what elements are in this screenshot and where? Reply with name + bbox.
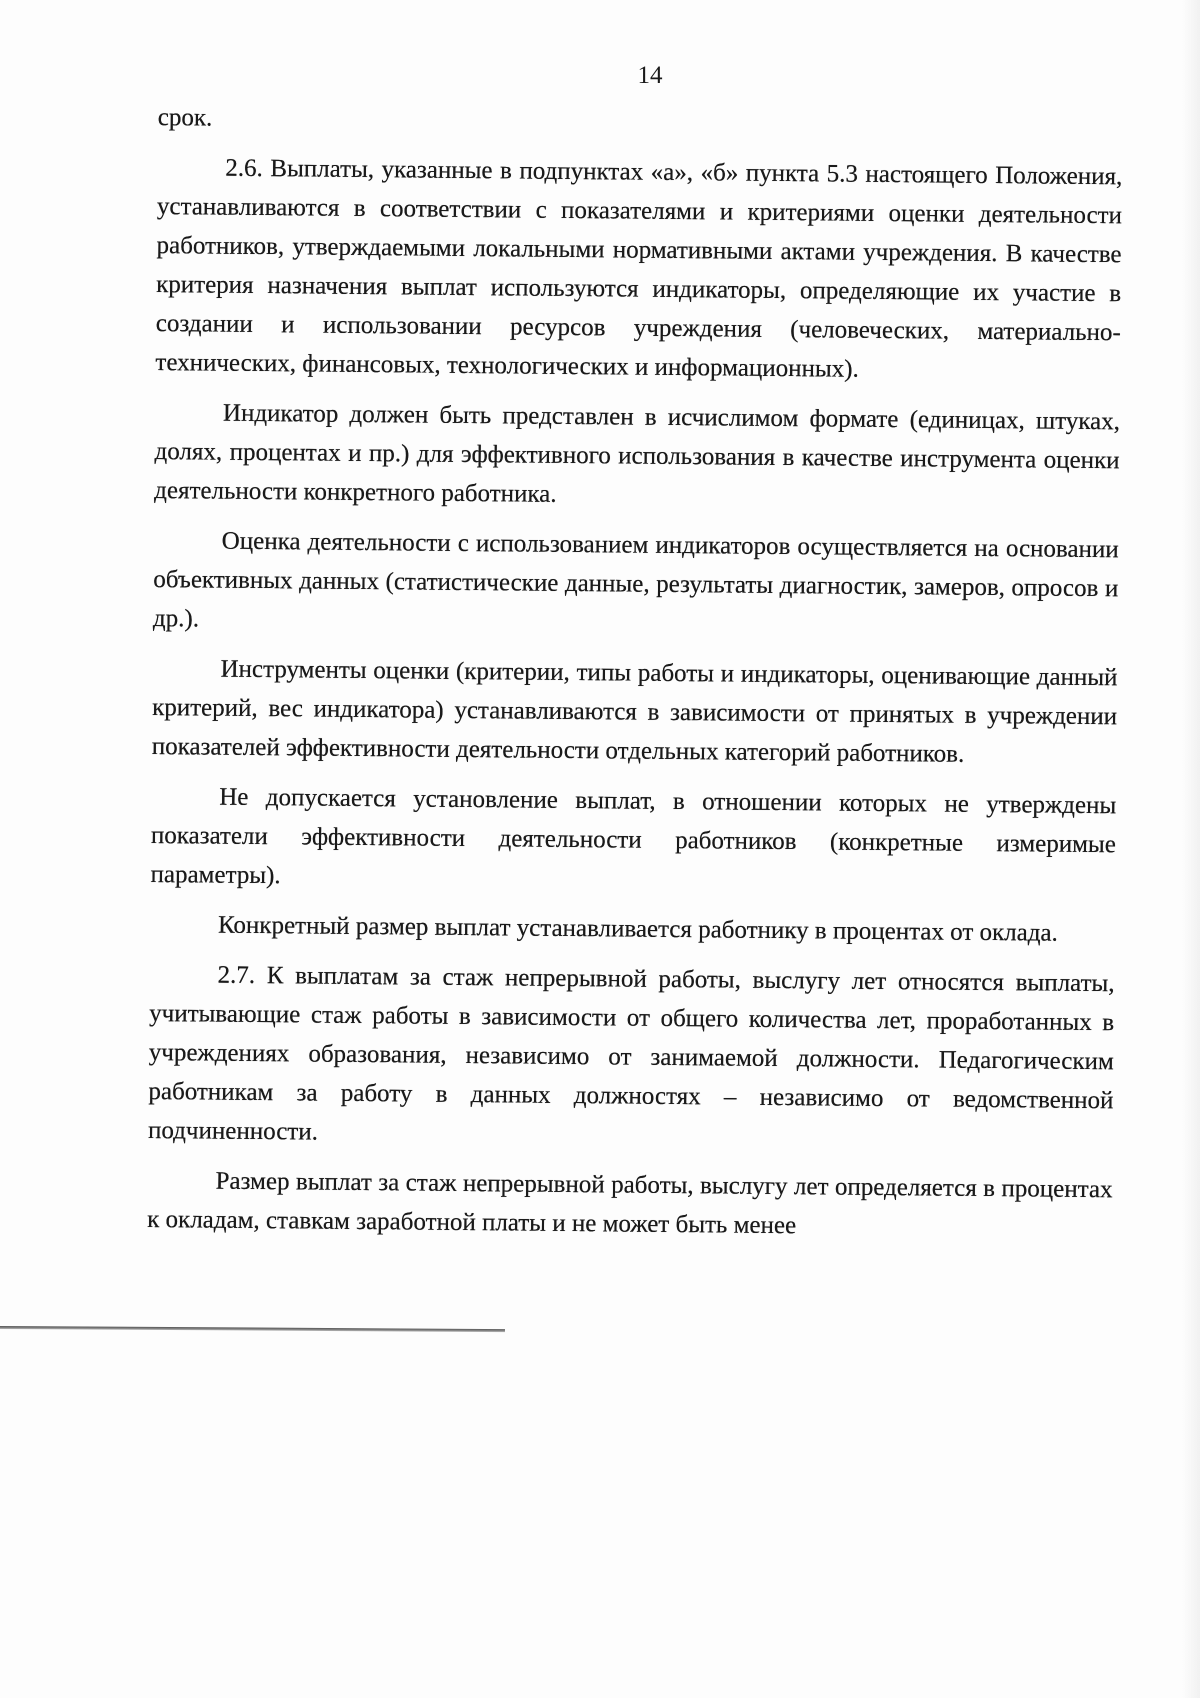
paragraph-instruments: Инструменты оценки (критерии, типы работы и индикаторы, оценивающие данный критерий, вес индикатора) устанавливаются в зависимости от принятых в учреждении показателей эффективности деятельности отдельных категорий работников.: [151, 655, 1118, 768]
paragraph-specific-amount: Конкретный размер выплат устанавливается работнику в процентах от оклада.: [217, 911, 1058, 947]
document-body: [147, 98, 1123, 1259]
paragraph-2-6: 2.6. Выплаты, указанные в подпунктах «а», «б» пункта 5.3 настоящего Положения, устанавливаются в соответствии с показателями и критериями оценки деятельности работников, утверждаемыми локальными нормативными актами учреждения. В качестве критерия назначения выплат используются индикаторы, определяющие их участие в создании и использовании ресурсов учреждения (человеческих, материально-технических, финансовых, технологических и информационных).: [155, 154, 1123, 383]
paragraph-indicator: Индикатор должен быть представлен в исчислимом формате (единицах, штуках, долях, процентах и пр.) для эффективного использования в качестве инструмента оценки деятельности конкретного работника.: [154, 399, 1121, 508]
paragraph-not-allowed: Не допускается установление выплат, в отношении которых не утверждены показатели эффективности деятельности работников (конкретные измеримые параметры).: [150, 783, 1117, 890]
scan-edge-shadow: [1182, 0, 1200, 1698]
paragraph-evaluation: Оценка деятельности с использованием индикаторов осуществляется на основании объективных данных (статистические данные, результаты диагностик, замеров, опросов и др.).: [152, 527, 1119, 633]
paragraph-2-7: 2.7. К выплатам за стаж непрерывной работы, выслугу лет относятся выплаты, учитывающие стаж работы в зависимости от общего количества лет, проработанных в учреждениях образования, независимо от занимаемой должности. Педагогическим работникам за работу в данных должностях – независимо от ведомственной подчиненности.: [147, 961, 1115, 1146]
paragraph-continuation: срок.: [157, 103, 213, 132]
page-number: 14: [637, 62, 663, 89]
paragraph-seniority-amount: Размер выплат за стаж непрерывной работы, выслугу лет определяется в процентах к окладам, ставкам заработной платы и не может быть менее: [147, 1167, 1113, 1240]
footnote-separator-line: [0, 1326, 505, 1332]
